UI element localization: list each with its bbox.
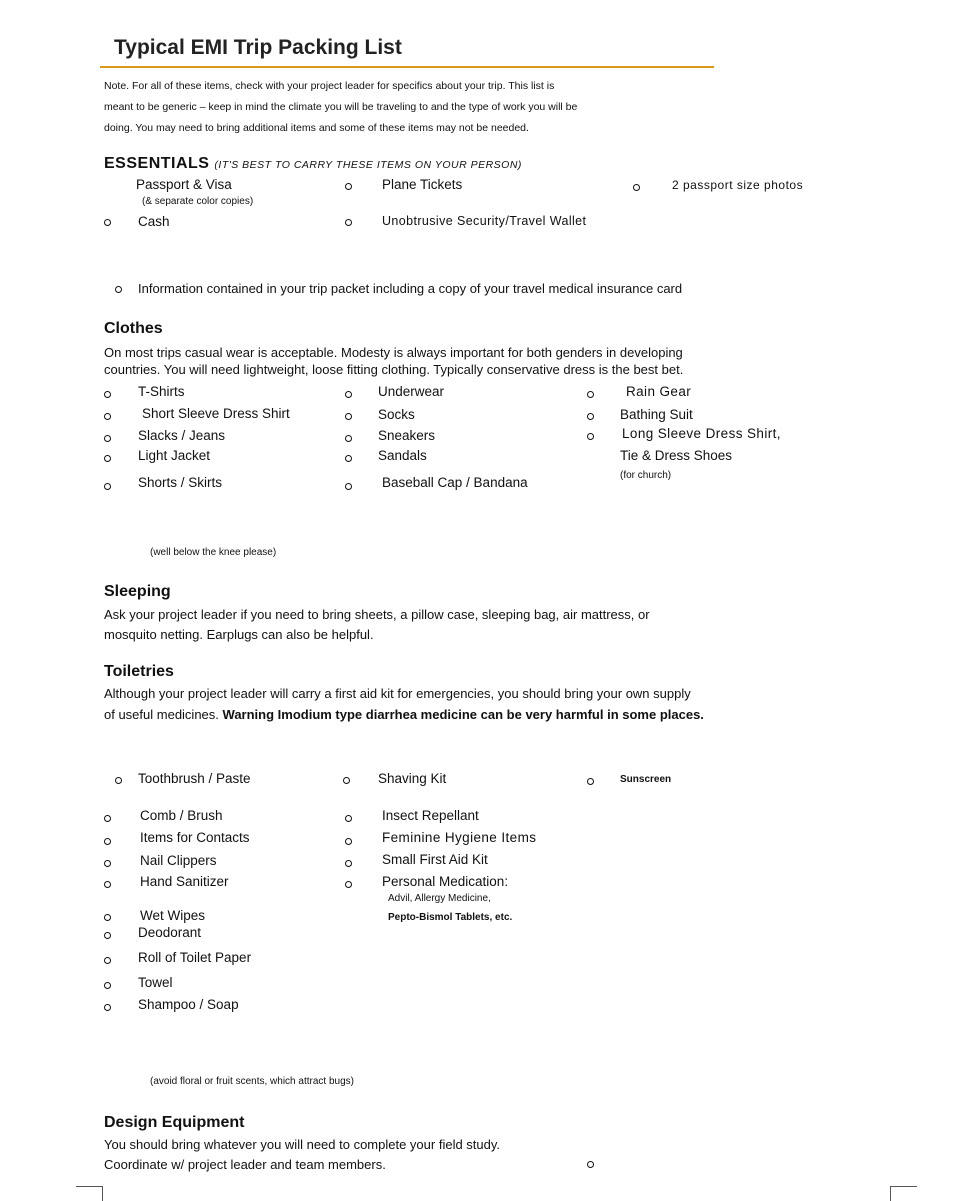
bullet-icon: [104, 881, 111, 888]
list-item: Feminine Hygiene Items: [382, 830, 537, 845]
clothes-intro-1: On most trips casual wear is acceptable. Modesty is always important for both genders in developing: [104, 345, 683, 360]
list-item: Insect Repellant: [382, 808, 479, 823]
toiletries-text-normal: of useful medicines.: [104, 707, 219, 722]
list-item: Underwear: [378, 384, 445, 399]
list-item: Baseball Cap / Bandana: [382, 475, 528, 490]
bullet-icon: [587, 433, 594, 440]
bullet-icon: [104, 815, 111, 822]
medication-note-2: Pepto-Bismol Tablets, etc.: [388, 912, 513, 923]
note-line-3: doing. You may need to bring additional items and some of these items may not be needed.: [104, 122, 529, 134]
sleeping-text-1: Ask your project leader if you need to bring sheets, a pillow case, sleeping bag, air mattress, or: [104, 607, 650, 622]
list-item: Small First Aid Kit: [382, 852, 488, 867]
title-underline: [100, 66, 714, 68]
bullet-icon: [587, 391, 594, 398]
bullet-icon: [104, 391, 111, 398]
list-item: Hand Sanitizer: [140, 874, 229, 889]
bullet-icon: [115, 777, 122, 784]
scent-note: (avoid floral or fruit scents, which attract bugs): [150, 1076, 354, 1087]
page-corner-mark: [76, 1186, 103, 1201]
bullet-icon: [104, 982, 111, 989]
list-item: Shampoo / Soap: [138, 997, 239, 1012]
bullet-icon: [104, 932, 111, 939]
bullet-icon: [345, 860, 352, 867]
list-item: Sneakers: [378, 428, 436, 443]
toiletries-text-2: [104, 705, 704, 725]
bullet-icon: [345, 881, 352, 888]
list-item: Rain Gear: [626, 384, 692, 399]
bullet-icon: [104, 860, 111, 867]
list-item: Wet Wipes: [140, 908, 206, 923]
bullet-icon: [345, 815, 352, 822]
list-item: Personal Medication:: [382, 874, 509, 889]
bullet-icon: [345, 435, 352, 442]
note-line-1: Note. For all of these items, check with your project leader for specifics about your trip. This list is: [104, 80, 555, 92]
medication-note-1: Advil, Allergy Medicine,: [388, 893, 491, 904]
list-item: Bathing Suit: [620, 407, 693, 422]
list-item: Plane Tickets: [382, 177, 463, 192]
list-item: T-Shirts: [138, 384, 185, 399]
bullet-icon: [345, 483, 352, 490]
design-equipment-text-2: Coordinate w/ project leader and team members.: [104, 1157, 386, 1172]
knee-note: (well below the knee please): [150, 547, 277, 558]
bullet-icon: [345, 838, 352, 845]
list-item: Shaving Kit: [378, 771, 447, 786]
list-item: Toothbrush / Paste: [138, 771, 251, 786]
bullet-icon: [633, 184, 640, 191]
list-item: Sunscreen: [620, 774, 672, 785]
toiletries-text-1: Although your project leader will carry a first aid kit for emergencies, you should bring your own supply: [104, 686, 691, 701]
bullet-icon: [104, 838, 111, 845]
list-item: Cash: [138, 214, 170, 229]
clothes-heading: Clothes: [104, 320, 163, 337]
list-item: Towel: [138, 975, 173, 990]
essentials-heading: [104, 155, 522, 173]
bullet-icon: [345, 183, 352, 190]
sleeping-heading: Sleeping: [104, 583, 171, 600]
bullet-icon: [345, 391, 352, 398]
bullet-icon: [587, 778, 594, 785]
list-item: Unobtrusive Security/Travel Wallet: [382, 214, 587, 228]
bullet-icon: [345, 413, 352, 420]
essentials-subheading: (IT'S BEST TO CARRY THESE ITEMS ON YOUR PERSON): [214, 159, 522, 171]
list-item: 2 passport size photos: [672, 178, 804, 192]
list-item: Sandals: [378, 448, 427, 463]
list-item: Roll of Toilet Paper: [138, 950, 252, 965]
bullet-icon: [587, 1161, 594, 1168]
bullet-icon: [104, 1004, 111, 1011]
toiletries-heading: Toiletries: [104, 663, 174, 680]
page-title: Typical EMI Trip Packing List: [114, 36, 402, 59]
bullet-icon: [104, 957, 111, 964]
bullet-icon: [345, 219, 352, 226]
sleeping-text-2: mosquito netting. Earplugs can also be helpful.: [104, 627, 374, 642]
design-equipment-text-1: You should bring whatever you will need to complete your field study.: [104, 1137, 501, 1152]
list-item-continued: Tie & Dress Shoes: [620, 448, 733, 463]
list-item: Light Jacket: [138, 448, 211, 463]
bullet-icon: [104, 435, 111, 442]
bullet-icon: [115, 286, 122, 293]
bullet-icon: [104, 914, 111, 921]
toiletries-warning: Warning Imodium type diarrhea medicine can be very harmful in some places.: [222, 707, 704, 722]
page-corner-mark: [890, 1186, 917, 1201]
list-item: Shorts / Skirts: [138, 475, 223, 490]
list-item: Slacks / Jeans: [138, 428, 226, 443]
design-equipment-heading: Design Equipment: [104, 1114, 245, 1131]
bullet-icon: [587, 413, 594, 420]
list-item: Comb / Brush: [140, 808, 223, 823]
list-item: Long Sleeve Dress Shirt,: [622, 426, 781, 441]
essentials-title: ESSENTIALS: [104, 155, 210, 172]
clothes-intro-2: countries. You will need lightweight, loose fitting clothing. Typically conservative dress is the best bet.: [104, 362, 684, 377]
bullet-icon: [345, 455, 352, 462]
list-item: Deodorant: [138, 925, 202, 940]
bullet-icon: [104, 455, 111, 462]
bullet-icon: [104, 483, 111, 490]
list-item: Items for Contacts: [140, 830, 250, 845]
list-item: Nail Clippers: [140, 853, 217, 868]
bullet-icon: [104, 413, 111, 420]
church-note: (for church): [620, 470, 672, 481]
bullet-icon: [343, 777, 350, 784]
list-item: Socks: [378, 407, 415, 422]
bullet-icon: [104, 219, 111, 226]
note-line-2: meant to be generic – keep in mind the climate you will be traveling to and the type of work you will be: [104, 101, 578, 113]
list-item: Short Sleeve Dress Shirt: [142, 406, 290, 421]
passport-note: (& separate color copies): [142, 196, 254, 207]
list-item: Passport & Visa: [136, 177, 232, 192]
list-item: Information contained in your trip packet including a copy of your travel medical insurance card: [138, 281, 683, 296]
